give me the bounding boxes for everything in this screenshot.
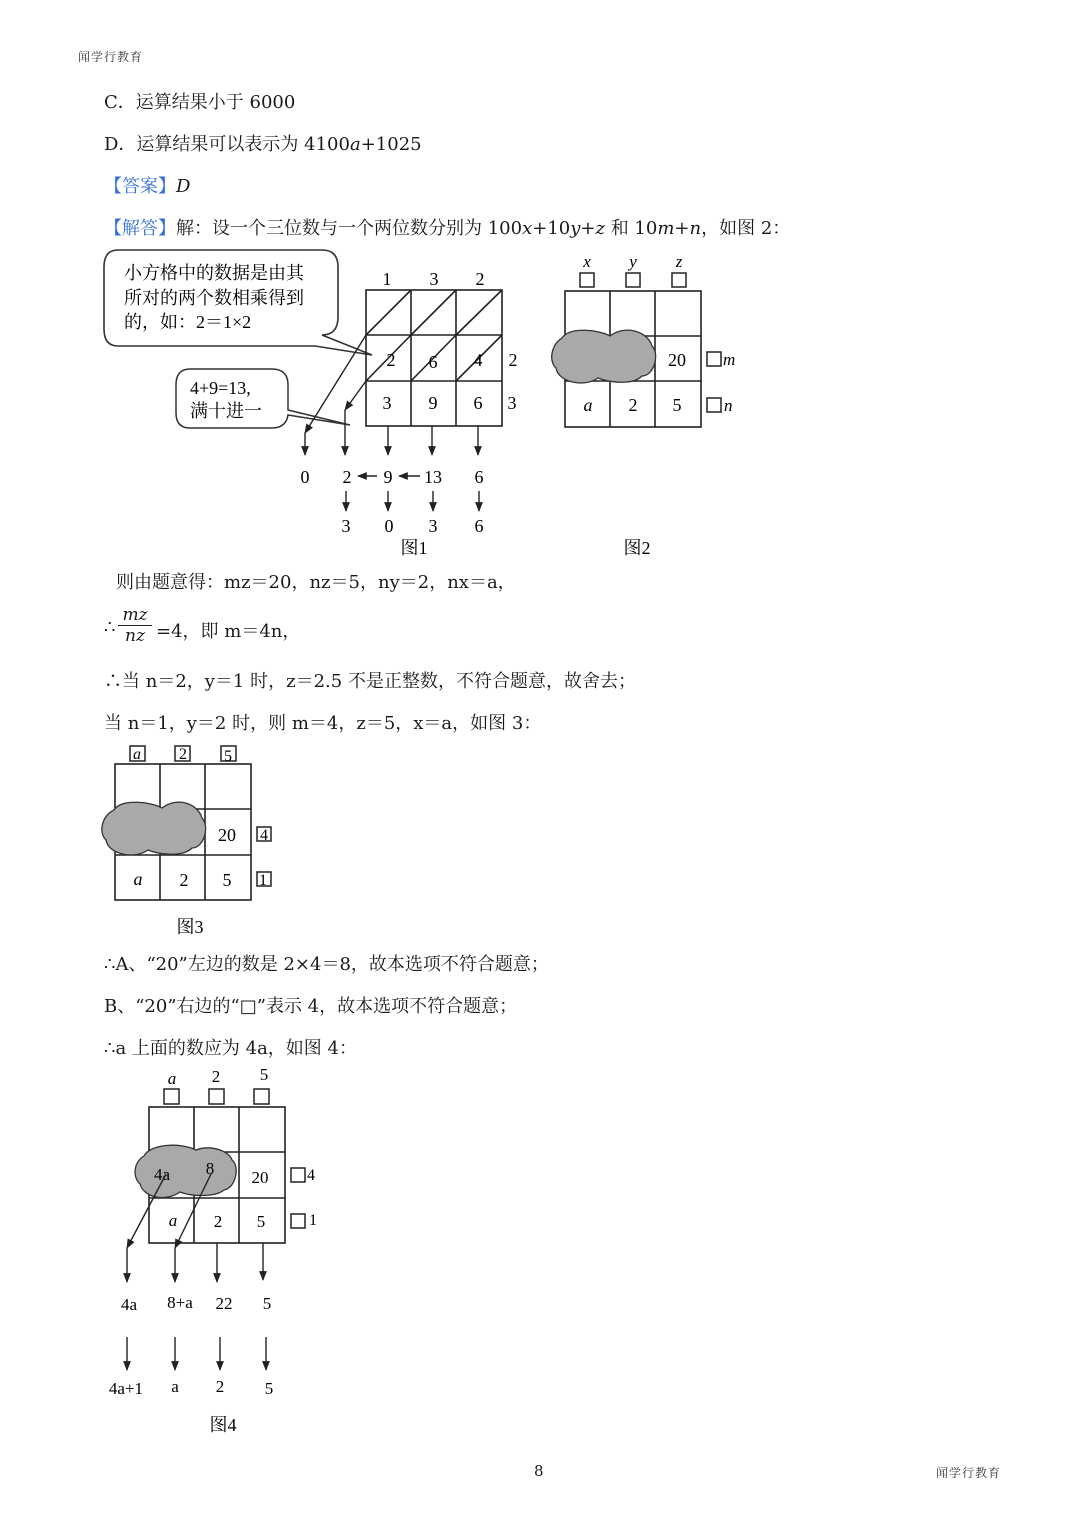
eq-3: ∴当 n＝2，y＝1 时，z＝2.5 不是正整数，不符合题意，故舍去； <box>104 671 636 692</box>
fig1-result: 3 <box>428 516 438 536</box>
fig2-caption: 图2 <box>623 538 651 558</box>
fig3-side: 1 <box>259 872 267 889</box>
fig4-side: 1 <box>309 1212 317 1229</box>
fig1-top: 3 <box>429 269 439 289</box>
fig3-top: 2 <box>179 746 187 763</box>
fig3-top: 5 <box>224 748 232 765</box>
fig1-cell: 6 <box>428 352 438 372</box>
fig1-sum: 2 <box>342 467 352 487</box>
intro-var: x <box>522 218 533 239</box>
eq-2: =4，即 m＝4n， <box>156 621 301 642</box>
fig2-cell: a <box>583 395 593 415</box>
cloud-blob <box>135 1145 236 1197</box>
fig3-cell: 20 <box>218 825 236 845</box>
fig4-caption: 图4 <box>209 1415 237 1435</box>
header-brand: 闻学行教育 <box>78 50 144 64</box>
fig4-top: a <box>167 1069 177 1088</box>
solution-label: 【解答】 <box>104 218 176 239</box>
eq-4: 当 n＝1，y＝2 时，则 m＝4，z＝5，x＝a，如图 3： <box>104 713 542 734</box>
fig1-sum: 9 <box>383 467 393 487</box>
fig1-sum: 0 <box>300 467 310 487</box>
intro-var: y <box>570 218 581 239</box>
fig4-cell: 5 <box>256 1212 266 1231</box>
fig1-result: 3 <box>341 516 351 536</box>
fig2-top-var: y <box>629 252 637 271</box>
intro-var: z <box>595 218 605 239</box>
fig3-top: a <box>133 746 141 763</box>
fig4-cloud-val: 4a <box>153 1165 171 1184</box>
frac-den: nz <box>118 625 152 646</box>
fig2-top-var: z <box>675 252 683 271</box>
fig1-side: 3 <box>507 393 517 413</box>
footer-brand: 闻学行教育 <box>936 1466 1002 1480</box>
eq-7: ∴a 上面的数应为 4a，如图 4： <box>104 1038 357 1059</box>
fig4-sum: 8+a <box>167 1293 193 1312</box>
fig4-cell: 20 <box>251 1168 269 1187</box>
answer-label: 【答案】 <box>104 176 176 197</box>
fig1-cell: 4 <box>473 350 483 370</box>
fraction <box>118 605 152 646</box>
fig2-side-var: m <box>723 350 736 369</box>
intro-part: 和 10 <box>604 218 658 239</box>
carry-line: 满十进一 <box>190 401 262 421</box>
fig4-result: 4a+1 <box>108 1379 144 1398</box>
answer-line <box>104 172 190 198</box>
intro-var: n <box>689 218 702 239</box>
eq-1: 则由题意得：mz＝20，nz＝5，ny＝2，nx＝a， <box>116 572 516 593</box>
cloud-blob <box>102 802 206 855</box>
fig4-result: a <box>171 1377 179 1396</box>
figure-4 <box>100 1062 340 1442</box>
callout-line: 的，如：2＝1×2 <box>124 312 252 332</box>
carry-line: 4+9=13, <box>190 378 251 398</box>
answer-value: D <box>176 176 191 197</box>
fig1-top: 2 <box>475 269 485 289</box>
fig1-cell: 6 <box>473 393 483 413</box>
eq-5: ∴A、“20”左边的数是 2×4＝8，故本选项不符合题意； <box>104 954 549 975</box>
fig3-cell: 2 <box>179 870 189 890</box>
option-d-text: D．运算结果可以表示为 4100 <box>104 134 350 155</box>
fig3-side: 4 <box>260 827 268 844</box>
fig4-result: 5 <box>264 1379 274 1398</box>
frac-num: mz <box>122 605 148 625</box>
intro-part: ，如图 2： <box>701 218 791 239</box>
option-d-tail: +1025 <box>360 134 422 155</box>
page-number: 8 <box>534 1462 544 1480</box>
fig4-cloud-val: 8 <box>205 1159 215 1178</box>
cloud-blob <box>552 330 656 383</box>
eq-6: B、“20”右边的“□”表示 4，故本选项不符合题意； <box>104 996 518 1017</box>
intro-part: + <box>580 218 596 239</box>
fig1-sum: 6 <box>474 467 484 487</box>
figure-2 <box>548 250 758 565</box>
figure-1 <box>100 245 540 565</box>
fig4-cell: a <box>168 1211 178 1230</box>
fig4-sum: 5 <box>262 1294 272 1313</box>
fig4-cell: 2 <box>213 1212 223 1231</box>
intro-part: +10 <box>532 218 571 239</box>
option-d <box>104 130 422 156</box>
fig2-top-var: x <box>583 252 591 271</box>
fig3-cell: 5 <box>222 870 232 890</box>
fig2-cell: 20 <box>668 350 686 370</box>
fig1-cell: 9 <box>428 393 438 413</box>
fig4-top: 5 <box>259 1065 269 1084</box>
eq-2-prefix: ∴ <box>104 617 116 638</box>
fig1-top: 1 <box>382 269 392 289</box>
intro-part: + <box>674 218 690 239</box>
figure-3 <box>100 742 290 940</box>
fig4-sum: 4a <box>120 1295 138 1314</box>
fig3-caption: 图3 <box>176 917 204 937</box>
fig1-result: 6 <box>474 516 484 536</box>
fig4-top: 2 <box>211 1067 221 1086</box>
fig3-cell: a <box>133 869 143 889</box>
callout-line: 所对的两个数相乘得到 <box>124 288 304 308</box>
fig2-cell: 5 <box>672 395 682 415</box>
intro-part: 解：设一个三位数与一个两位数分别为 100 <box>176 218 523 239</box>
fig1-side: 2 <box>508 350 518 370</box>
option-c: C．运算结果小于 6000 <box>104 92 296 113</box>
intro-var: m <box>657 218 675 239</box>
callout-line: 小方格中的数据是由其 <box>124 263 304 283</box>
fig1-result: 0 <box>384 516 394 536</box>
fig4-result: 2 <box>215 1377 225 1396</box>
fig4-side: 4 <box>307 1167 315 1184</box>
option-d-var: a <box>349 134 361 155</box>
solution-intro <box>104 214 790 240</box>
fig2-cell: 2 <box>628 395 638 415</box>
fig1-cell: 3 <box>382 393 392 413</box>
fig2-side-var: n <box>724 396 733 415</box>
fig1-caption: 图1 <box>400 538 428 558</box>
fig4-sum: 22 <box>215 1294 233 1313</box>
fig1-cell: 2 <box>386 350 396 370</box>
fig1-sum: 13 <box>424 467 442 487</box>
